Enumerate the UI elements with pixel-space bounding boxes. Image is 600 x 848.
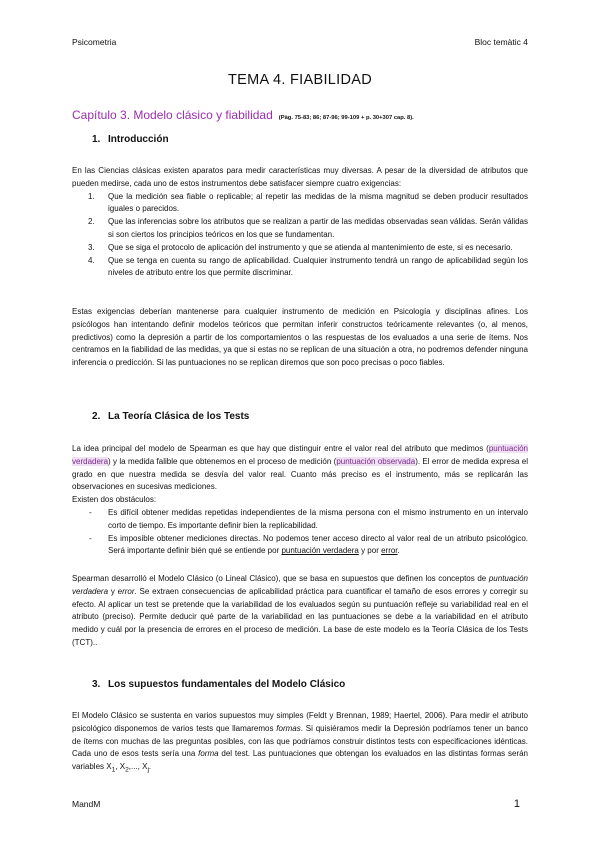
italic-term: puntuación verdadera xyxy=(72,574,528,596)
obstacles-list xyxy=(72,507,528,558)
section-3-paragraph xyxy=(72,710,528,778)
text-run: Es imposible obtener mediciones directas. No podemos tener acceso directo al valor real de un atributo psicológico. Será importante definir bién qué se entiende por xyxy=(108,533,528,556)
list-item xyxy=(72,242,528,255)
header-left: Psicometria xyxy=(72,37,117,47)
section-3-number: 3. xyxy=(92,679,101,690)
list-item-number: 1. xyxy=(88,191,95,201)
section-2-number: 2. xyxy=(92,411,101,422)
underlined-term: puntuación verdadera xyxy=(281,546,359,556)
highlight-true-score: puntuación verdadera xyxy=(72,444,528,466)
chapter-pages: (Pàg. 75-83; 86; 87-96; 99-109 + p. 30+307 cap. 8). xyxy=(278,115,414,121)
list-item-text: Que la medición sea fiable o replicable; al repetir las medidas de la misma magnitud se deben producir resultados iguales o parecidos. xyxy=(108,191,528,214)
text-run: . xyxy=(148,762,152,772)
list-item xyxy=(72,255,528,281)
section-1-heading xyxy=(92,134,169,145)
chapter-line xyxy=(72,106,552,124)
section-2-paragraph-1 xyxy=(72,443,528,494)
list-item-text: Es difícil obtener medidas repetidas independientes de la misma persona con el mismo instrumento en un intervalo corto de tiempo. Es importante definir bien la replicabilidad. xyxy=(108,507,528,530)
header-right: Bloc temàtic 4 xyxy=(474,37,528,47)
section-3-title: Los supuestos fundamentales del Modelo Clásico xyxy=(108,679,346,690)
text-run: y por xyxy=(358,546,382,556)
italic-term: formas xyxy=(276,723,301,733)
text-run: ) y la medida falible que obtenemos en el proceso de medición ( xyxy=(108,456,337,466)
text-run: ,..., X xyxy=(128,762,148,772)
italic-term: forma xyxy=(198,749,219,759)
section-1-intro-block xyxy=(72,165,528,280)
list-item-number: 4. xyxy=(88,255,95,265)
subscript: j xyxy=(147,766,149,774)
list-item xyxy=(72,191,528,217)
dash-bullet: - xyxy=(89,507,92,517)
list-item-text: Que se tenga en cuenta su rango de aplicabilidad. Cualquier instrumento tendrá un rango de aplicabilidad según los niveles de atributo entre los que permite discriminar. xyxy=(108,255,528,278)
page-title: TEMA 4. FIABILIDAD xyxy=(228,72,372,88)
text-run: ). El error de medida expresa el grado en que nuestra medida se desvía del valor real. Cuanto más preciso es el instrumento, más se replicarán las observaciones en sucesivas mediciones. xyxy=(72,456,528,492)
list-item xyxy=(72,533,528,559)
chapter-title: Capítulo 3. Modelo clásico y fiabilidad xyxy=(72,108,273,122)
section-2-title: La Teoría Clásica de los Tests xyxy=(108,411,250,422)
subscript: 2 xyxy=(125,766,129,774)
text-run: . xyxy=(397,546,400,556)
text-run: . Si quisiéramos medir la Depresión podríamos tener un banco de ítems con muchas de las preguntas posibles, con las que podríamos construir distintos tests con especificaciones idénticas. Cada uno de esos tests sería una xyxy=(72,723,528,759)
list-item xyxy=(72,507,528,533)
section-1-number: 1. xyxy=(92,134,101,145)
text-run: y xyxy=(108,586,118,596)
text-run: . Se extraen consecuencias de aplicabilidad práctica para cuantificar el tamaño de esos errores y corregir su efecto. Al aplicar un test se pretende que la variabilidad de los evaluados según su puntuación refleje su variabilidad real en el atributo (preciso). Permite deducir qué parte de la variabilidad en las puntuaciones se debe a la variabilidad en el atributo medido y cuál por la presencia de errores en el proceso de medición. La base de este modelo es la Teoría Clásica de los Tests (TCT).. xyxy=(72,586,528,647)
section-1-title: Introducción xyxy=(108,134,169,145)
highlight-observed-score: puntuación observada xyxy=(336,456,416,466)
section-2-block xyxy=(72,443,528,558)
subscript: 1 xyxy=(111,766,116,774)
section-1-paragraph-2: Estas exigencias deberían mantenerse para cualquier instrumento de medición en Psicología y disciplinas afines. Los psicólogos han intentando definir modelos teóricos que permitan inferir constructos teóricamente relevantes (o, al menos, predictivos) como la depresión a partir de los comportamientos o las respuestas de los evaluados a una serie de ítems. Nos centramos en la fiabilidad de las medidas, ya que si estas no se replican de una situación a otra, no podremos defender ninguna inferencia o predicción. Si las puntuaciones no se replican diremos que son poco precisas o poco fiables. xyxy=(72,307,528,368)
section-1-intro: En las Ciencias clásicas existen aparatos para medir características muy diversas. A pesar de la diversidad de atributos que pueden medirse, cada uno de estos instrumentos debe satisfacer siempre cuatro exigencias: xyxy=(72,166,528,188)
list-item-text: Que se siga el protocolo de aplicación del instrumento y que se atienda al mantenimiento de este, si es necesario. xyxy=(108,242,513,252)
page-number: 1 xyxy=(513,798,520,810)
footer-author: MandM xyxy=(72,799,101,809)
italic-term: error xyxy=(117,586,135,596)
text-run: , X xyxy=(115,762,126,772)
section-2-heading xyxy=(92,411,249,422)
list-item-number: 3. xyxy=(88,242,95,252)
list-item-number: 2. xyxy=(88,217,95,227)
list-item xyxy=(72,216,528,242)
underlined-term: error xyxy=(381,546,398,556)
section-2-paragraph-2 xyxy=(72,573,528,650)
dash-bullet: - xyxy=(89,533,92,543)
text-run: El Modelo Clásico se sustenta en varios supuestos muy simples (Feldt y Brennan, 1989; Haertel, 2006). Para medir el atributo psicológico disponemos de varios tests que llamaremos xyxy=(72,711,528,733)
text-run: del test. Las puntuaciones que obtengan los evaluados en las distintas formas serán variables X xyxy=(72,749,529,772)
requirements-list xyxy=(72,191,528,281)
section-3-heading xyxy=(92,679,345,690)
obstacles-label: Existen dos obstáculos: xyxy=(72,495,157,505)
list-item-text: Que las inferencias sobre los atributos que se realizan a partir de las medidas observadas sean válidas. Serán válidas si son ciertos los principios teóricos en los que se fundamentan. xyxy=(108,217,528,239)
text-run: La idea principal del modelo de Spearman es que hay que distinguir entre el valor real del atributo que medimos ( xyxy=(72,444,489,453)
text-run: Spearman desarrolló el Modelo Clásico (o Lineal Clásico), que se basa en supuestos que definen los conceptos de xyxy=(72,574,489,583)
